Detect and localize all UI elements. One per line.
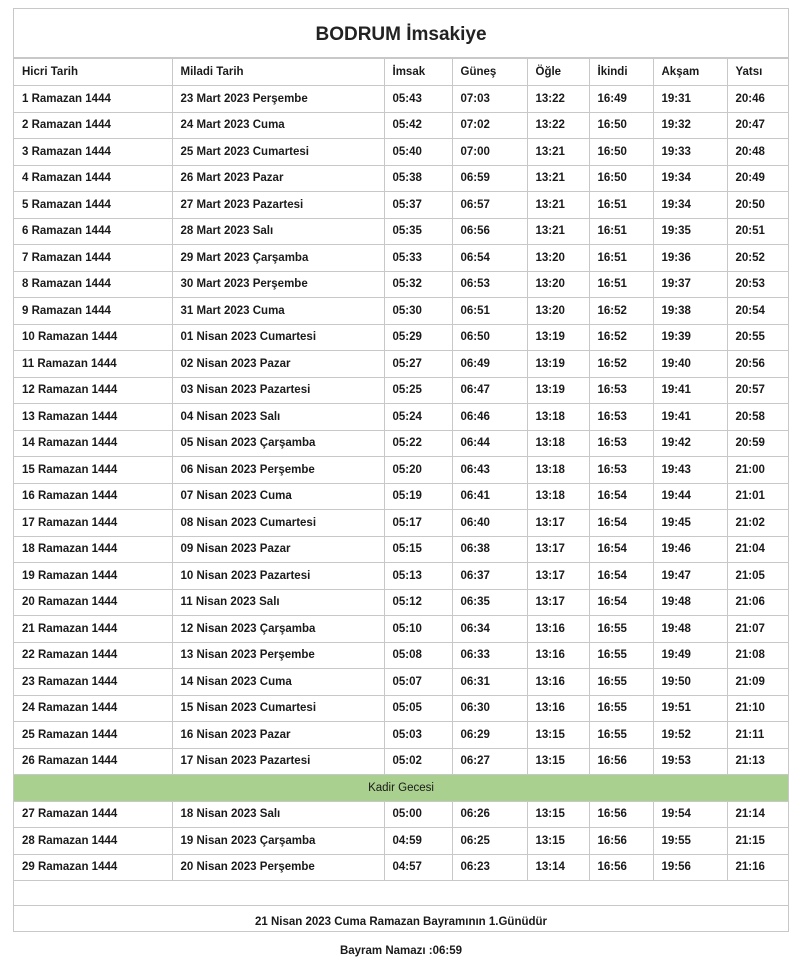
ikindi-cell: 16:56 — [589, 854, 653, 881]
aksam-cell: 19:44 — [653, 483, 727, 510]
aksam-cell: 19:34 — [653, 192, 727, 219]
gunes-cell: 06:50 — [452, 324, 527, 351]
ikindi-cell: 16:50 — [589, 139, 653, 166]
ogle-cell: 13:22 — [527, 86, 589, 113]
yatsi-cell: 21:16 — [727, 854, 788, 881]
footer-row — [14, 906, 788, 961]
gunes-cell: 06:54 — [452, 245, 527, 272]
hicri-cell: 22 Ramazan 1444 — [14, 642, 172, 669]
aksam-cell: 19:54 — [653, 801, 727, 828]
miladi-cell: 23 Mart 2023 Perşembe — [172, 86, 384, 113]
yatsi-cell: 21:15 — [727, 828, 788, 855]
gunes-cell: 06:33 — [452, 642, 527, 669]
table-row — [14, 404, 788, 431]
yatsi-cell: 20:48 — [727, 139, 788, 166]
yatsi-cell: 21:04 — [727, 536, 788, 563]
imsak-cell: 05:29 — [384, 324, 452, 351]
aksam-cell: 19:47 — [653, 563, 727, 590]
miladi-cell: 06 Nisan 2023 Perşembe — [172, 457, 384, 484]
yatsi-cell: 21:00 — [727, 457, 788, 484]
ogle-cell: 13:21 — [527, 192, 589, 219]
col-header-ogle: Öğle — [527, 59, 589, 86]
gunes-cell: 06:51 — [452, 298, 527, 325]
table-row — [14, 165, 788, 192]
gunes-cell: 06:53 — [452, 271, 527, 298]
ogle-cell: 13:15 — [527, 828, 589, 855]
hicri-cell: 9 Ramazan 1444 — [14, 298, 172, 325]
table-row — [14, 616, 788, 643]
yatsi-cell: 21:08 — [727, 642, 788, 669]
ogle-cell: 13:17 — [527, 536, 589, 563]
yatsi-cell: 20:53 — [727, 271, 788, 298]
hicri-cell: 20 Ramazan 1444 — [14, 589, 172, 616]
table-row — [14, 483, 788, 510]
ikindi-cell: 16:55 — [589, 722, 653, 749]
yatsi-cell: 21:14 — [727, 801, 788, 828]
aksam-cell: 19:39 — [653, 324, 727, 351]
hicri-cell: 14 Ramazan 1444 — [14, 430, 172, 457]
miladi-cell: 07 Nisan 2023 Cuma — [172, 483, 384, 510]
aksam-cell: 19:41 — [653, 404, 727, 431]
kadir-gecesi-label: Kadir Gecesi — [14, 775, 788, 802]
ikindi-cell: 16:54 — [589, 536, 653, 563]
bayram-namazi: Bayram Namazı :06:59 — [14, 945, 788, 957]
yatsi-cell: 20:54 — [727, 298, 788, 325]
gunes-cell: 07:03 — [452, 86, 527, 113]
ogle-cell: 13:16 — [527, 642, 589, 669]
gunes-cell: 07:00 — [452, 139, 527, 166]
imsak-cell: 05:32 — [384, 271, 452, 298]
miladi-cell: 04 Nisan 2023 Salı — [172, 404, 384, 431]
yatsi-cell: 20:59 — [727, 430, 788, 457]
ikindi-cell: 16:49 — [589, 86, 653, 113]
hicri-cell: 24 Ramazan 1444 — [14, 695, 172, 722]
ikindi-cell: 16:56 — [589, 801, 653, 828]
ogle-cell: 13:17 — [527, 589, 589, 616]
hicri-cell: 8 Ramazan 1444 — [14, 271, 172, 298]
yatsi-cell: 20:58 — [727, 404, 788, 431]
miladi-cell: 15 Nisan 2023 Cumartesi — [172, 695, 384, 722]
aksam-cell: 19:48 — [653, 616, 727, 643]
hicri-cell: 28 Ramazan 1444 — [14, 828, 172, 855]
yatsi-cell: 21:05 — [727, 563, 788, 590]
gunes-cell: 06:49 — [452, 351, 527, 378]
header-row — [14, 59, 788, 86]
imsak-cell: 05:20 — [384, 457, 452, 484]
ogle-cell: 13:19 — [527, 351, 589, 378]
yatsi-cell: 20:52 — [727, 245, 788, 272]
aksam-cell: 19:55 — [653, 828, 727, 855]
col-header-yatsi: Yatsı — [727, 59, 788, 86]
table-row — [14, 457, 788, 484]
table-row — [14, 669, 788, 696]
table-row — [14, 695, 788, 722]
hicri-cell: 2 Ramazan 1444 — [14, 112, 172, 139]
footer-cell — [14, 906, 788, 961]
ogle-cell: 13:21 — [527, 165, 589, 192]
ikindi-cell: 16:51 — [589, 271, 653, 298]
yatsi-cell: 21:06 — [727, 589, 788, 616]
imsak-cell: 04:57 — [384, 854, 452, 881]
imsak-cell: 05:03 — [384, 722, 452, 749]
ogle-cell: 13:20 — [527, 271, 589, 298]
hicri-cell: 15 Ramazan 1444 — [14, 457, 172, 484]
miladi-cell: 08 Nisan 2023 Cumartesi — [172, 510, 384, 537]
imsak-cell: 05:37 — [384, 192, 452, 219]
table-body-before — [14, 86, 788, 775]
ogle-cell: 13:17 — [527, 510, 589, 537]
gunes-cell: 06:25 — [452, 828, 527, 855]
gunes-cell: 06:59 — [452, 165, 527, 192]
miladi-cell: 03 Nisan 2023 Pazartesi — [172, 377, 384, 404]
col-header-imsak: İmsak — [384, 59, 452, 86]
miladi-cell: 17 Nisan 2023 Pazartesi — [172, 748, 384, 775]
col-header-ikindi: İkindi — [589, 59, 653, 86]
imsak-cell: 04:59 — [384, 828, 452, 855]
gunes-cell: 06:47 — [452, 377, 527, 404]
ikindi-cell: 16:53 — [589, 404, 653, 431]
miladi-cell: 19 Nisan 2023 Çarşamba — [172, 828, 384, 855]
imsak-cell: 05:08 — [384, 642, 452, 669]
hicri-cell: 6 Ramazan 1444 — [14, 218, 172, 245]
ogle-cell: 13:15 — [527, 722, 589, 749]
imsak-cell: 05:43 — [384, 86, 452, 113]
ikindi-cell: 16:55 — [589, 616, 653, 643]
miladi-cell: 10 Nisan 2023 Pazartesi — [172, 563, 384, 590]
yatsi-cell: 20:57 — [727, 377, 788, 404]
ikindi-cell: 16:53 — [589, 457, 653, 484]
table-row — [14, 351, 788, 378]
yatsi-cell: 20:47 — [727, 112, 788, 139]
ikindi-cell: 16:54 — [589, 589, 653, 616]
imsak-cell: 05:27 — [384, 351, 452, 378]
gunes-cell: 06:26 — [452, 801, 527, 828]
miladi-cell: 26 Mart 2023 Pazar — [172, 165, 384, 192]
hicri-cell: 7 Ramazan 1444 — [14, 245, 172, 272]
table-row — [14, 801, 788, 828]
hicri-cell: 12 Ramazan 1444 — [14, 377, 172, 404]
hicri-cell: 27 Ramazan 1444 — [14, 801, 172, 828]
aksam-cell: 19:43 — [653, 457, 727, 484]
table-row — [14, 589, 788, 616]
aksam-cell: 19:56 — [653, 854, 727, 881]
ogle-cell: 13:19 — [527, 324, 589, 351]
table-row — [14, 139, 788, 166]
table-row — [14, 86, 788, 113]
col-header-miladi: Miladi Tarih — [172, 59, 384, 86]
gunes-cell: 06:38 — [452, 536, 527, 563]
miladi-cell: 20 Nisan 2023 Perşembe — [172, 854, 384, 881]
table-row — [14, 298, 788, 325]
hicri-cell: 11 Ramazan 1444 — [14, 351, 172, 378]
miladi-cell: 11 Nisan 2023 Salı — [172, 589, 384, 616]
imsak-cell: 05:24 — [384, 404, 452, 431]
miladi-cell: 24 Mart 2023 Cuma — [172, 112, 384, 139]
imsak-cell: 05:13 — [384, 563, 452, 590]
imsak-cell: 05:19 — [384, 483, 452, 510]
miladi-cell: 27 Mart 2023 Pazartesi — [172, 192, 384, 219]
imsak-cell: 05:17 — [384, 510, 452, 537]
hicri-cell: 3 Ramazan 1444 — [14, 139, 172, 166]
yatsi-cell: 20:46 — [727, 86, 788, 113]
aksam-cell: 19:34 — [653, 165, 727, 192]
aksam-cell: 19:49 — [653, 642, 727, 669]
hicri-cell: 25 Ramazan 1444 — [14, 722, 172, 749]
imsak-cell: 05:35 — [384, 218, 452, 245]
aksam-cell: 19:33 — [653, 139, 727, 166]
imsak-cell: 05:33 — [384, 245, 452, 272]
aksam-cell: 19:31 — [653, 86, 727, 113]
ogle-cell: 13:16 — [527, 669, 589, 696]
miladi-cell: 25 Mart 2023 Cumartesi — [172, 139, 384, 166]
miladi-cell: 02 Nisan 2023 Pazar — [172, 351, 384, 378]
imsak-cell: 05:12 — [384, 589, 452, 616]
gunes-cell: 07:02 — [452, 112, 527, 139]
gunes-cell: 06:37 — [452, 563, 527, 590]
miladi-cell: 12 Nisan 2023 Çarşamba — [172, 616, 384, 643]
miladi-cell: 09 Nisan 2023 Pazar — [172, 536, 384, 563]
yatsi-cell: 21:11 — [727, 722, 788, 749]
ogle-cell: 13:22 — [527, 112, 589, 139]
ogle-cell: 13:20 — [527, 298, 589, 325]
ikindi-cell: 16:55 — [589, 695, 653, 722]
hicri-cell: 10 Ramazan 1444 — [14, 324, 172, 351]
hicri-cell: 29 Ramazan 1444 — [14, 854, 172, 881]
page-title: BODRUM İmsakiye — [14, 9, 788, 58]
ogle-cell: 13:18 — [527, 457, 589, 484]
gunes-cell: 06:30 — [452, 695, 527, 722]
table-row — [14, 430, 788, 457]
col-header-hicri: Hicri Tarih — [14, 59, 172, 86]
aksam-cell: 19:37 — [653, 271, 727, 298]
aksam-cell: 19:46 — [653, 536, 727, 563]
table-row — [14, 854, 788, 881]
miladi-cell: 13 Nisan 2023 Perşembe — [172, 642, 384, 669]
yatsi-cell: 20:55 — [727, 324, 788, 351]
table-row — [14, 324, 788, 351]
bayram-info: 21 Nisan 2023 Cuma Ramazan Bayramının 1.Günüdür — [14, 916, 788, 928]
yatsi-cell: 20:50 — [727, 192, 788, 219]
ikindi-cell: 16:50 — [589, 112, 653, 139]
table-row — [14, 563, 788, 590]
ogle-cell: 13:16 — [527, 695, 589, 722]
imsak-cell: 05:02 — [384, 748, 452, 775]
hicri-cell: 26 Ramazan 1444 — [14, 748, 172, 775]
miladi-cell: 28 Mart 2023 Salı — [172, 218, 384, 245]
ikindi-cell: 16:54 — [589, 510, 653, 537]
hicri-cell: 4 Ramazan 1444 — [14, 165, 172, 192]
imsak-cell: 05:00 — [384, 801, 452, 828]
gunes-cell: 06:57 — [452, 192, 527, 219]
imsak-cell: 05:30 — [384, 298, 452, 325]
imsak-cell: 05:07 — [384, 669, 452, 696]
aksam-cell: 19:51 — [653, 695, 727, 722]
ogle-cell: 13:14 — [527, 854, 589, 881]
hicri-cell: 19 Ramazan 1444 — [14, 563, 172, 590]
aksam-cell: 19:32 — [653, 112, 727, 139]
gunes-cell: 06:23 — [452, 854, 527, 881]
hicri-cell: 13 Ramazan 1444 — [14, 404, 172, 431]
imsak-cell: 05:15 — [384, 536, 452, 563]
gunes-cell: 06:56 — [452, 218, 527, 245]
table-row — [14, 536, 788, 563]
yatsi-cell: 21:10 — [727, 695, 788, 722]
hicri-cell: 17 Ramazan 1444 — [14, 510, 172, 537]
ikindi-cell: 16:51 — [589, 218, 653, 245]
table-row — [14, 828, 788, 855]
imsak-cell: 05:40 — [384, 139, 452, 166]
miladi-cell: 14 Nisan 2023 Cuma — [172, 669, 384, 696]
table-row — [14, 218, 788, 245]
spacer-cell — [14, 881, 788, 906]
ikindi-cell: 16:50 — [589, 165, 653, 192]
table-row — [14, 722, 788, 749]
imsakiye-table — [14, 58, 788, 961]
kadir-gecesi-row — [14, 775, 788, 802]
ikindi-cell: 16:53 — [589, 430, 653, 457]
ikindi-cell: 16:54 — [589, 483, 653, 510]
gunes-cell: 06:29 — [452, 722, 527, 749]
ikindi-cell: 16:55 — [589, 642, 653, 669]
table-row — [14, 192, 788, 219]
yatsi-cell: 21:02 — [727, 510, 788, 537]
miladi-cell: 05 Nisan 2023 Çarşamba — [172, 430, 384, 457]
miladi-cell: 01 Nisan 2023 Cumartesi — [172, 324, 384, 351]
col-header-aksam: Akşam — [653, 59, 727, 86]
gunes-cell: 06:31 — [452, 669, 527, 696]
aksam-cell: 19:36 — [653, 245, 727, 272]
yatsi-cell: 20:49 — [727, 165, 788, 192]
ikindi-cell: 16:52 — [589, 324, 653, 351]
imsak-cell: 05:25 — [384, 377, 452, 404]
ogle-cell: 13:21 — [527, 139, 589, 166]
imsak-cell: 05:42 — [384, 112, 452, 139]
yatsi-cell: 21:01 — [727, 483, 788, 510]
hicri-cell: 23 Ramazan 1444 — [14, 669, 172, 696]
ogle-cell: 13:20 — [527, 245, 589, 272]
table-row — [14, 377, 788, 404]
ogle-cell: 13:18 — [527, 483, 589, 510]
imsak-cell: 05:22 — [384, 430, 452, 457]
imsak-cell: 05:38 — [384, 165, 452, 192]
ikindi-cell: 16:52 — [589, 298, 653, 325]
col-header-gunes: Güneş — [452, 59, 527, 86]
table-row — [14, 112, 788, 139]
imsak-cell: 05:05 — [384, 695, 452, 722]
hicri-cell: 5 Ramazan 1444 — [14, 192, 172, 219]
ikindi-cell: 16:56 — [589, 828, 653, 855]
hicri-cell: 18 Ramazan 1444 — [14, 536, 172, 563]
imsakiye-container — [13, 8, 789, 932]
gunes-cell: 06:34 — [452, 616, 527, 643]
ogle-cell: 13:15 — [527, 748, 589, 775]
table-row — [14, 510, 788, 537]
yatsi-cell: 21:09 — [727, 669, 788, 696]
ogle-cell: 13:19 — [527, 377, 589, 404]
aksam-cell: 19:53 — [653, 748, 727, 775]
gunes-cell: 06:35 — [452, 589, 527, 616]
ogle-cell: 13:18 — [527, 404, 589, 431]
imsak-cell: 05:10 — [384, 616, 452, 643]
aksam-cell: 19:41 — [653, 377, 727, 404]
table-row — [14, 642, 788, 669]
ogle-cell: 13:16 — [527, 616, 589, 643]
hicri-cell: 21 Ramazan 1444 — [14, 616, 172, 643]
yatsi-cell: 20:56 — [727, 351, 788, 378]
ikindi-cell: 16:51 — [589, 192, 653, 219]
ikindi-cell: 16:54 — [589, 563, 653, 590]
ogle-cell: 13:15 — [527, 801, 589, 828]
table-row — [14, 748, 788, 775]
aksam-cell: 19:40 — [653, 351, 727, 378]
spacer-row — [14, 881, 788, 906]
yatsi-cell: 20:51 — [727, 218, 788, 245]
table-body-after — [14, 801, 788, 881]
yatsi-cell: 21:13 — [727, 748, 788, 775]
hicri-cell: 1 Ramazan 1444 — [14, 86, 172, 113]
gunes-cell: 06:41 — [452, 483, 527, 510]
ikindi-cell: 16:56 — [589, 748, 653, 775]
ikindi-cell: 16:51 — [589, 245, 653, 272]
aksam-cell: 19:50 — [653, 669, 727, 696]
gunes-cell: 06:46 — [452, 404, 527, 431]
aksam-cell: 19:35 — [653, 218, 727, 245]
ikindi-cell: 16:53 — [589, 377, 653, 404]
table-row — [14, 245, 788, 272]
miladi-cell: 31 Mart 2023 Cuma — [172, 298, 384, 325]
ogle-cell: 13:17 — [527, 563, 589, 590]
hicri-cell: 16 Ramazan 1444 — [14, 483, 172, 510]
aksam-cell: 19:48 — [653, 589, 727, 616]
aksam-cell: 19:52 — [653, 722, 727, 749]
miladi-cell: 29 Mart 2023 Çarşamba — [172, 245, 384, 272]
ikindi-cell: 16:52 — [589, 351, 653, 378]
yatsi-cell: 21:07 — [727, 616, 788, 643]
aksam-cell: 19:45 — [653, 510, 727, 537]
table-row — [14, 271, 788, 298]
gunes-cell: 06:27 — [452, 748, 527, 775]
ogle-cell: 13:18 — [527, 430, 589, 457]
miladi-cell: 30 Mart 2023 Perşembe — [172, 271, 384, 298]
aksam-cell: 19:38 — [653, 298, 727, 325]
gunes-cell: 06:44 — [452, 430, 527, 457]
miladi-cell: 16 Nisan 2023 Pazar — [172, 722, 384, 749]
gunes-cell: 06:43 — [452, 457, 527, 484]
gunes-cell: 06:40 — [452, 510, 527, 537]
ogle-cell: 13:21 — [527, 218, 589, 245]
ikindi-cell: 16:55 — [589, 669, 653, 696]
aksam-cell: 19:42 — [653, 430, 727, 457]
miladi-cell: 18 Nisan 2023 Salı — [172, 801, 384, 828]
